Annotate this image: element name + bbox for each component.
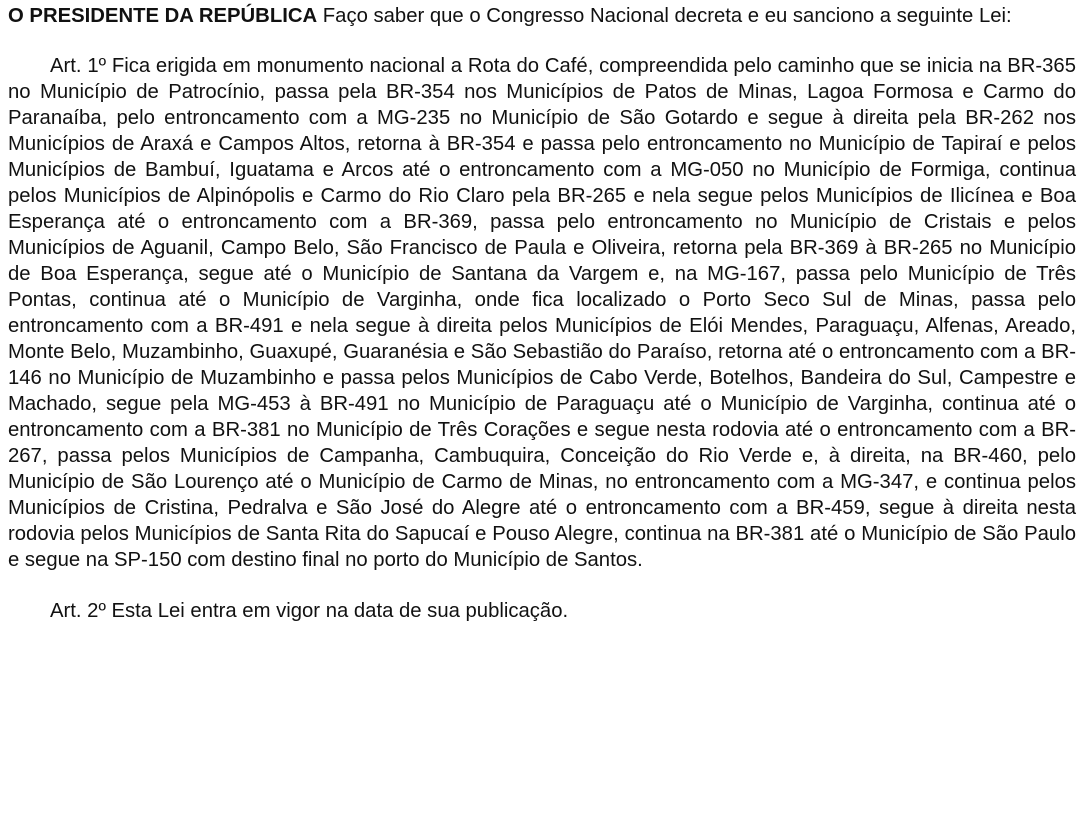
- president-heading: O PRESIDENTE DA REPÚBLICA: [8, 5, 318, 27]
- enactment-text: Faço saber que o Congresso Nacional decreta e eu sanciono a seguinte Lei:: [317, 5, 1012, 27]
- enactment-clause: [8, 3, 1076, 29]
- article-2: Art. 2º Esta Lei entra em vigor na data de sua publicação.: [50, 600, 569, 622]
- article-1: Art. 1º Fica erigida em monumento nacional a Rota do Café, compreendida pelo caminho que se inicia na BR-365 no Município de Patrocínio, passa pela BR-354 nos Municípios de Patos de Minas, Lagoa Formosa e Carmo do Paranaíba, pelo entroncamento com a MG-235 no Município de São Gotardo e segue à direita pela BR-262 nos Municípios de Araxá e Campos Altos, retorna à BR-354 e passa pelo entroncamento no Município de Tapiraí e pelos Municípios de Bambuí, Iguatama e Arcos até o entroncamento com a MG-050 no Município de Formiga, continua pelos Municípios de Alpinópolis e Carmo do Rio Claro pela BR-265 e nela segue pelos Municípios de Ilicínea e Boa Esperança até o entroncamento com a BR-369, passa pelo entroncamento no Município de Cristais e pelos Municípios de Aguanil, Campo Belo, São Francisco de Paula e Oliveira, retorna pela BR-369 à BR-265 no Município de Boa Esperança, segue até o Município de Santana da Vargem e, na MG-167, passa pelo Município de Três Pontas, continua até o Município de Varginha, onde fica localizado o Porto Seco Sul de Minas, passa pelo entroncamento com a BR-491 e nela segue à direita pelos Municípios de Elói Mendes, Paraguaçu, Alfenas, Areado, Monte Belo, Muzambinho, Guaxupé, Guaranésia e São Sebastião do Paraíso, retorna até o entroncamento com a BR-146 no Município de Muzambinho e passa pelos Municípios de Cabo Verde, Botelhos, Bandeira do Sul, Campestre e Machado, segue pela MG-453 à BR-491 no Município de Paraguaçu até o Município de Varginha, continua até o entroncamento com a BR-381 no Município de Três Corações e segue nesta rodovia até o entroncamento com a BR-267, passa pelos Municípios de Campanha, Cambuquira, Conceição do Rio Verde e, à direita, na BR-460, pelo Município de São Lourenço até o Município de Carmo de Minas, no entroncamento com a MG-347, e continua pelos Municípios de Cristina, Pedralva e São José do Alegre até o entroncamento com a BR-459, segue à direita nesta rodovia pelos Municípios de Santa Rita do Sapucaí e Pouso Alegre, continua na BR-381 até o Município de São Paulo e segue na SP-150 com destino final no porto do Município de Santos.: [8, 55, 1076, 571]
- law-document: [8, 0, 1076, 624]
